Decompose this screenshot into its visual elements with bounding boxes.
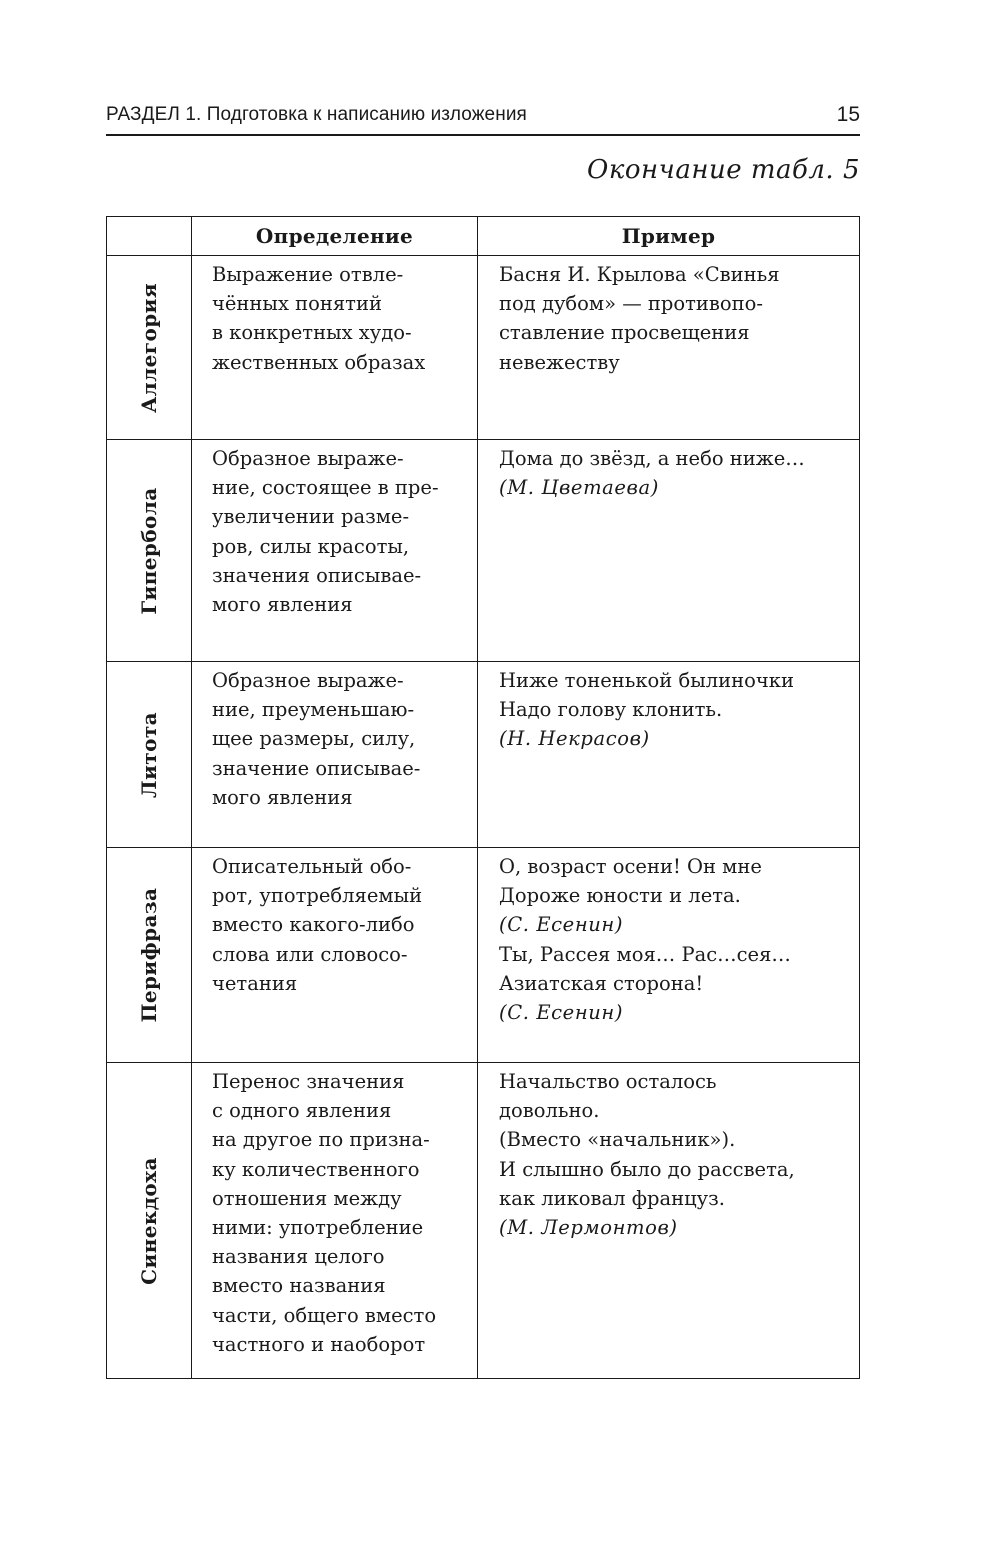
section-title: РАЗДЕЛ 1. Подготовка к написанию изложения [106, 104, 527, 125]
definition-line: ними: употребление [212, 1216, 424, 1240]
definition-cell [192, 440, 478, 662]
definition-line: мого явления [212, 785, 353, 809]
definition-line: значение описывае- [212, 756, 421, 780]
header-definition: Определение [192, 217, 478, 256]
table-row [107, 848, 860, 1063]
definition-line: ние, состоящее в пре- [212, 476, 439, 500]
example-author: (Н. Некрасов) [499, 727, 650, 751]
definition-line: Описательный обо- [212, 855, 412, 878]
definition-line: чённых понятий [212, 292, 382, 316]
definition-line: слова или словосо- [212, 942, 408, 966]
definition-line: вместо названия [212, 1274, 386, 1298]
example-author: (С. Есенин) [499, 1001, 624, 1025]
example-line: довольно. [499, 1099, 600, 1123]
page-number: 15 [836, 103, 860, 126]
table-row [107, 256, 860, 440]
definition-line: в конкретных худо- [212, 321, 412, 345]
example-author: (С. Есенин) [499, 913, 624, 937]
definition-cell [192, 1063, 478, 1379]
table-row [107, 1063, 860, 1379]
definition-line: четания [212, 971, 298, 995]
definition-cell [192, 662, 478, 848]
example-line: Дома до звёзд, а небо ниже… [499, 447, 805, 470]
example-line: (Вместо «начальник»). [499, 1128, 736, 1152]
term-label: Аллегория [137, 282, 161, 413]
example-line: И слышно было до рассвета, [499, 1157, 795, 1181]
definition-line: жественных образах [212, 350, 426, 374]
definition-line: частного и наоборот [212, 1332, 426, 1356]
term-label: Литота [137, 711, 161, 798]
header-example: Пример [478, 217, 860, 256]
example-line: Дороже юности и лета. [499, 884, 741, 908]
table-body [107, 256, 860, 1379]
example-author: (М. Цветаева) [499, 476, 659, 500]
definition-line: увеличении разме- [212, 505, 410, 529]
example-author: (М. Лермонтов) [499, 1216, 678, 1240]
definition-line: Образное выраже- [212, 447, 404, 470]
example-cell [478, 848, 860, 1063]
example-line: О, возраст осени! Он мне [499, 855, 762, 878]
definition-line: с одного явления [212, 1099, 392, 1123]
term-label: Гипербола [137, 486, 161, 615]
definition-line: рот, употребляемый [212, 884, 423, 908]
example-line: под дубом» — противопо- [499, 292, 763, 316]
example-cell [478, 256, 860, 440]
term-label: Перифраза [137, 887, 161, 1023]
example-line: Азиатская сторона! [499, 971, 704, 995]
stylistic-figures-table [106, 216, 860, 1379]
running-head [106, 100, 860, 136]
table-row [107, 440, 860, 662]
definition-line: вместо какого-либо [212, 913, 415, 937]
table-header-row [107, 217, 860, 256]
example-cell [478, 1063, 860, 1379]
example-line: Надо голову клонить. [499, 698, 723, 722]
definition-cell [192, 848, 478, 1063]
term-label: Синекдоха [137, 1156, 161, 1285]
definition-line: названия целого [212, 1245, 385, 1269]
example-cell [478, 662, 860, 848]
definition-cell [192, 256, 478, 440]
example-line: ставление просвещения [499, 321, 750, 345]
definition-line: Перенос значения [212, 1070, 405, 1093]
example-line: Ниже тоненькой былиночки [499, 669, 794, 692]
definition-line: значения описывае- [212, 563, 422, 587]
example-line: Ты, Рассея моя… Рас…сея… [499, 942, 791, 966]
term-cell [107, 848, 192, 1063]
example-line: невежеству [499, 350, 620, 374]
definition-line: Образное выраже- [212, 669, 404, 692]
term-cell [107, 440, 192, 662]
definition-line: части, общего вместо [212, 1303, 437, 1327]
header-term-blank [107, 217, 192, 256]
term-cell [107, 256, 192, 440]
example-cell [478, 440, 860, 662]
table-caption: Окончание табл. 5 [587, 155, 860, 185]
definition-line: отношения между [212, 1186, 402, 1210]
definition-line: ку количественного [212, 1157, 420, 1181]
definition-line: на другое по призна- [212, 1128, 430, 1152]
definition-line: щее размеры, силу, [212, 727, 416, 751]
definition-line: Выражение отвле- [212, 263, 404, 286]
example-line: Басня И. Крылова «Свинья [499, 263, 780, 286]
term-cell [107, 1063, 192, 1379]
definition-line: мого явления [212, 593, 353, 617]
definition-line: ров, силы красоты, [212, 534, 410, 558]
term-cell [107, 662, 192, 848]
definition-line: ние, преуменьшаю- [212, 698, 415, 722]
example-line: Начальство осталось [499, 1070, 717, 1093]
example-line: как ликовал француз. [499, 1186, 725, 1210]
table-row [107, 662, 860, 848]
